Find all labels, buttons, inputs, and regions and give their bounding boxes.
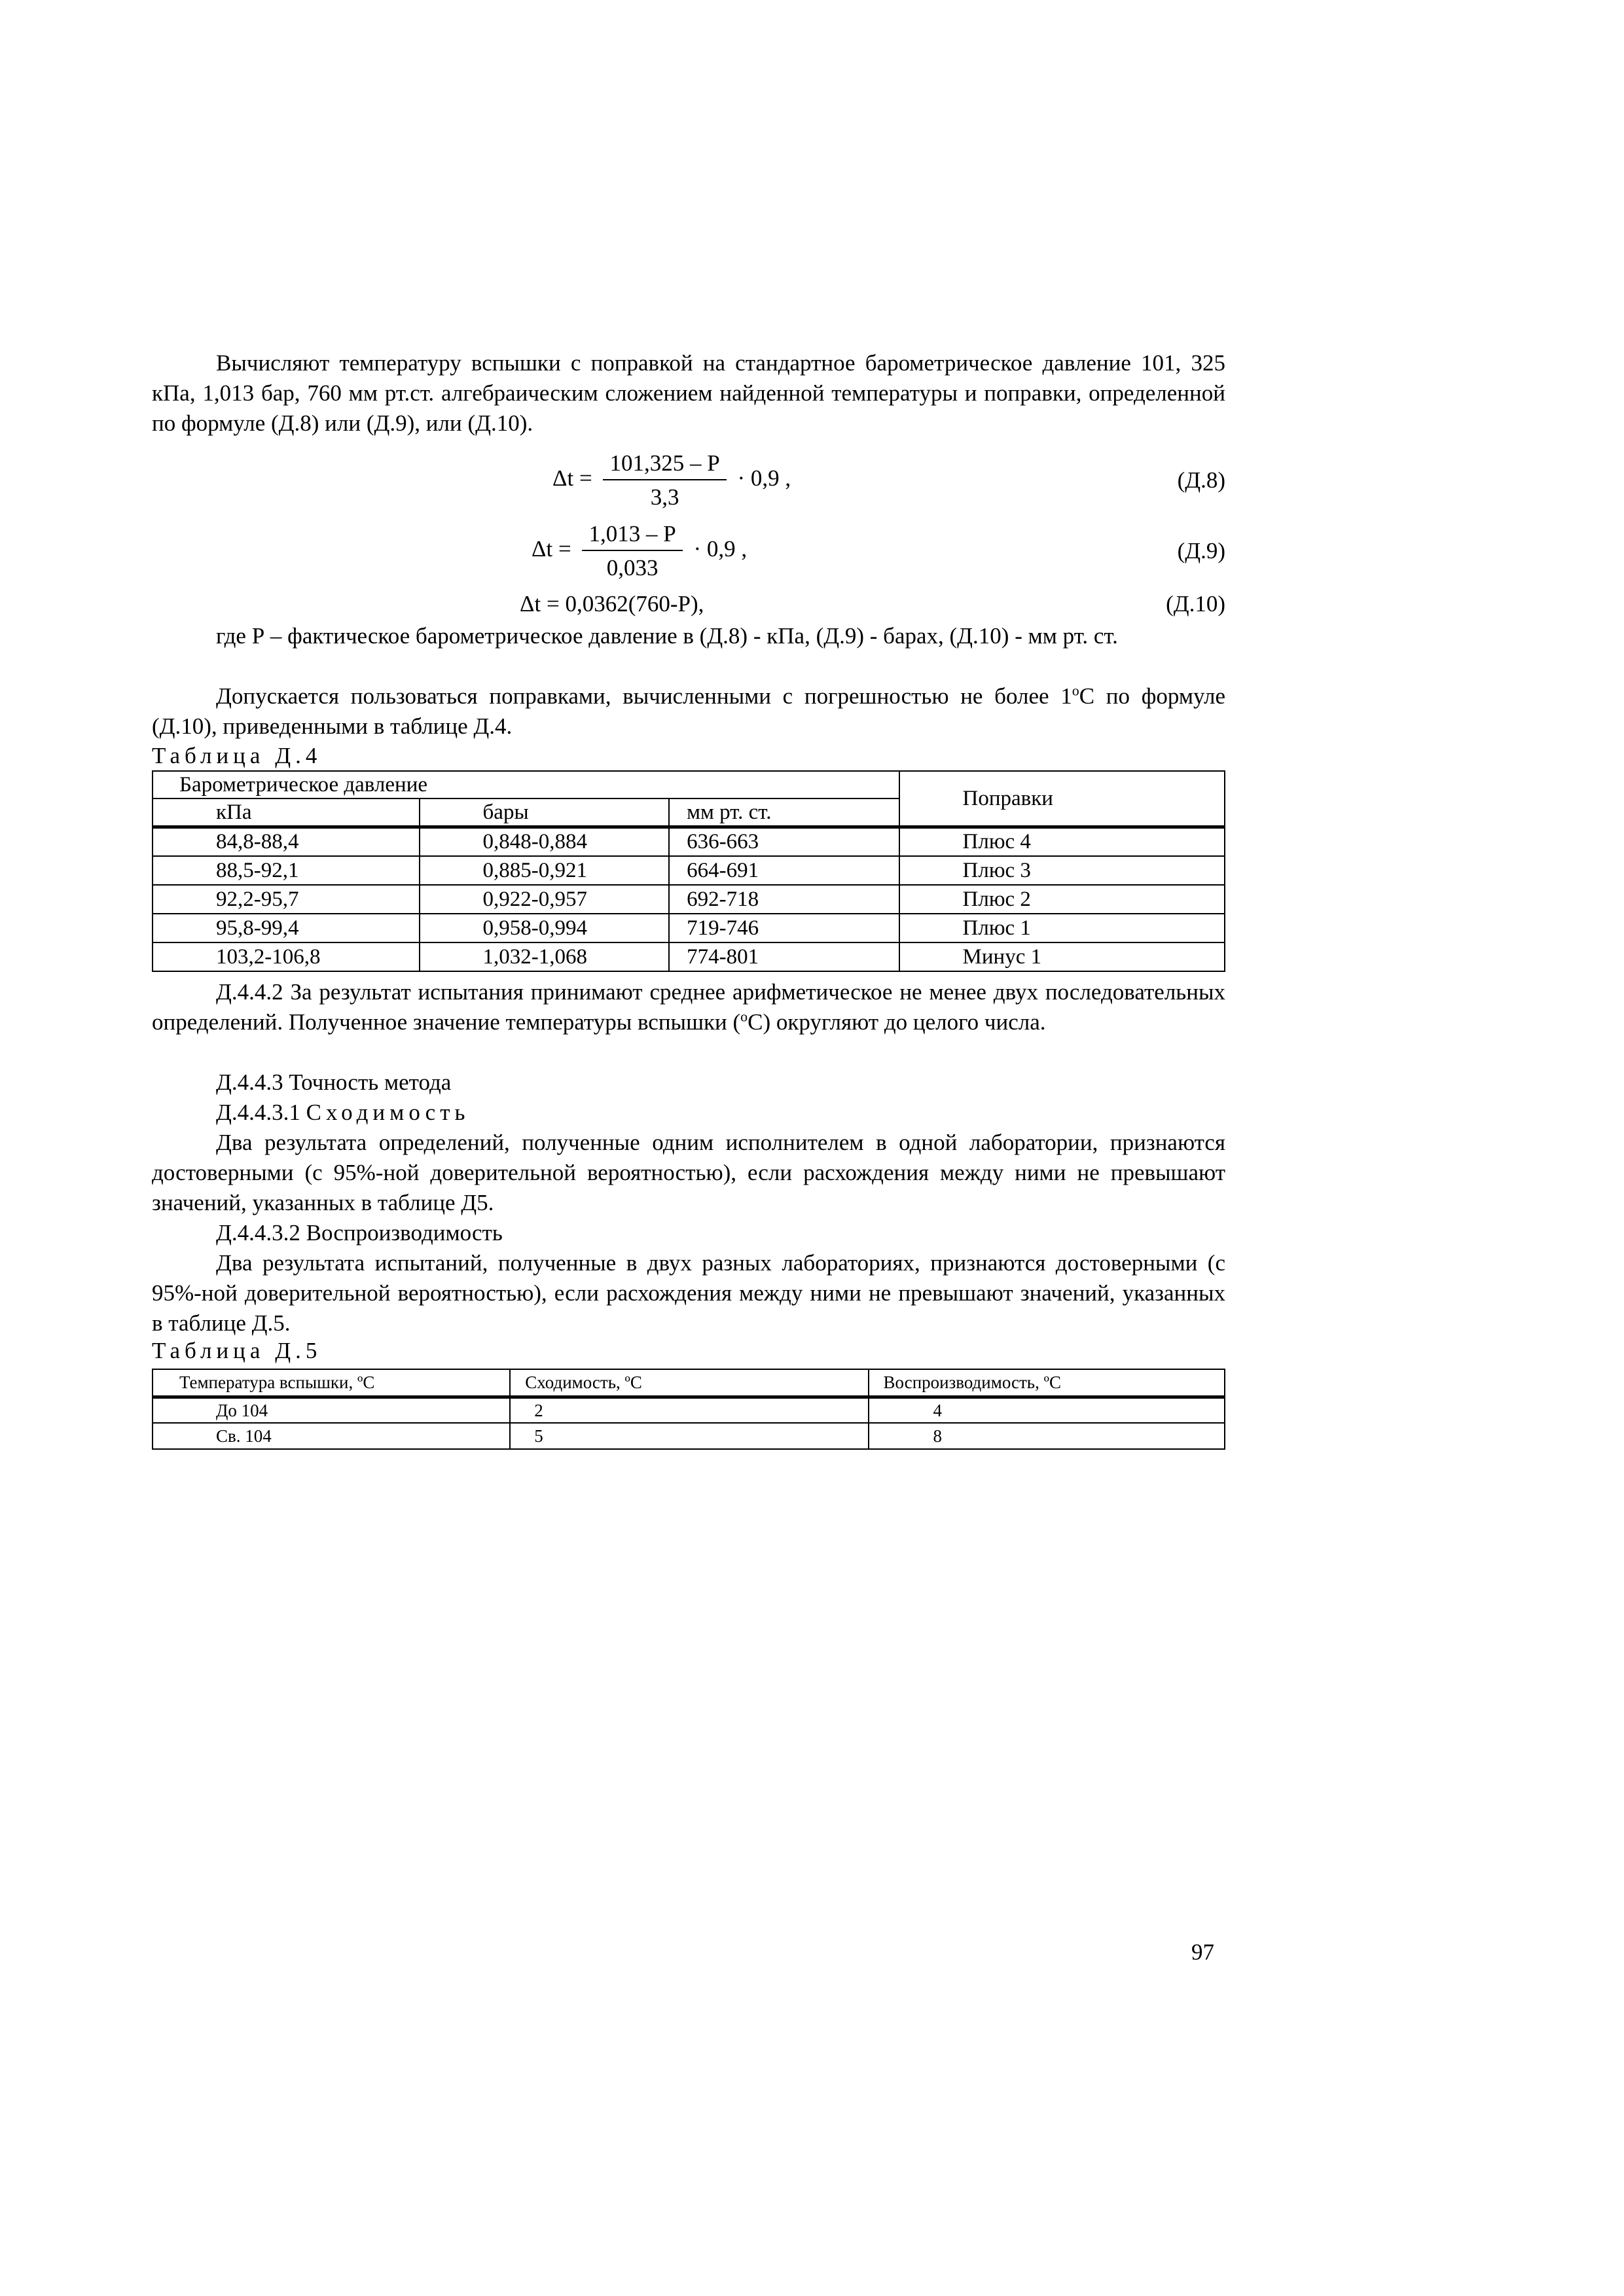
allow-paragraph (152, 681, 1225, 742)
convergence-heading (152, 1098, 1225, 1128)
table-cell: 1,032-1,068 (420, 942, 670, 971)
accuracy-heading-wrap (152, 1067, 1225, 1098)
table4-caption: Таблица Д.4 (152, 743, 322, 768)
formula-d8-denominator: 3,3 (650, 484, 679, 510)
table4-group-header: Барометрическое давление (153, 771, 899, 798)
table-cell: Плюс 4 (899, 827, 1225, 856)
table5-header-conv: Сходимость, ºС (510, 1369, 868, 1397)
convergence-text: Два результата определений, полученные одним исполнителем в одной лаборатории, признаются достоверными (с 95%-ной доверительной вероятностью), если расхождения между ними не превышают значений, указанных в таблице Д5. (152, 1130, 1225, 1215)
table-cell: Св. 104 (153, 1423, 510, 1449)
result-text-a: Д.4.4.2 За результат испытания принимают среднее арифметическое не менее двух последовательных определений. Полученное значение температуры вспышки ( (152, 979, 1225, 1035)
table-cell: 692-718 (669, 885, 899, 914)
table4-header-bar: бары (420, 798, 670, 827)
table-row (153, 1423, 1225, 1449)
table4-header-kpa: кПа (153, 798, 420, 827)
table-cell: До 104 (153, 1397, 510, 1423)
allow-text-b: С по формуле (Д.10), приведенными в таблице Д.4. (152, 683, 1225, 739)
convergence-paragraph (152, 1128, 1225, 1218)
degree-sup: о (1072, 682, 1079, 699)
formula-d8-lhs: Δt = (552, 465, 592, 492)
table-cell: 4 (869, 1397, 1225, 1423)
table-cell: 719-746 (669, 914, 899, 942)
table-cell: 2 (510, 1397, 868, 1423)
table-cell: Плюс 3 (899, 856, 1225, 885)
table-row (153, 827, 1225, 856)
formula-d8-fraction (603, 450, 726, 511)
formula-d10-body: Δt = 0,0362(760-P), (520, 591, 704, 617)
table-cell: 88,5-92,1 (153, 856, 420, 885)
result-text-b: С) округляют до целого числа. (748, 1009, 1046, 1035)
table-row (153, 856, 1225, 885)
where-paragraph (152, 621, 1225, 651)
table-cell: 95,8-99,4 (153, 914, 420, 942)
table-cell: 5 (510, 1423, 868, 1449)
table-cell: 0,885-0,921 (420, 856, 670, 885)
intro-paragraph (152, 348, 1225, 439)
table-cell: Минус 1 (899, 942, 1225, 971)
table-cell: 8 (869, 1423, 1225, 1449)
result-text (152, 977, 1225, 1037)
table5-header-temp: Температура вспышки, ºС (153, 1369, 510, 1397)
table-row (153, 914, 1225, 942)
convergence-heading-num: Д.4.4.3.1 (216, 1100, 300, 1125)
repro-heading-wrap (152, 1218, 1225, 1248)
formula-d9-label: (Д.9) (1177, 538, 1225, 564)
allow-text (152, 681, 1225, 742)
allow-text-a: Допускается пользоваться поправками, вычисленными с погрешностью не более 1 (216, 683, 1072, 709)
formula-d9-numerator: 1,013 – P (582, 521, 682, 551)
formula-d10 (152, 591, 1225, 620)
formula-d9-fraction (582, 521, 682, 581)
table4-group-row (153, 771, 1225, 798)
formula-d8-rhs: · 0,9 , (737, 465, 791, 492)
table-cell: 0,958-0,994 (420, 914, 670, 942)
table4-header-mmhg: мм рт. ст. (669, 798, 899, 827)
repro-paragraph (152, 1248, 1225, 1338)
table-row (153, 885, 1225, 914)
formula-d8-label: (Д.8) (1177, 467, 1225, 493)
table-cell: 92,2-95,7 (153, 885, 420, 914)
table-cell: 84,8-88,4 (153, 827, 420, 856)
table-d5 (152, 1369, 1225, 1450)
table-cell: 664-691 (669, 856, 899, 885)
degree-sup: о (740, 1008, 748, 1025)
intro-text: Вычисляют температуру вспышки с поправкой на стандартное барометрическое давление 101, 325 кПа, 1,013 бар, 760 мм рт.ст. алгебраическим сложением найденной температуры и поправки, определенной по формуле (Д.8) или (Д.9), или (Д.10). (152, 350, 1225, 436)
table-cell: 0,848-0,884 (420, 827, 670, 856)
formula-d8 (152, 450, 1225, 516)
formula-d8-body (552, 450, 791, 511)
formula-d10-label: (Д.10) (1166, 591, 1225, 617)
formula-d9-body (532, 521, 747, 581)
table5-header-repro: Воспроизводимость, ºС (869, 1369, 1225, 1397)
table-d4 (152, 770, 1225, 972)
table-cell: Плюс 1 (899, 914, 1225, 942)
table-cell: 774-801 (669, 942, 899, 971)
formula-d9-lhs: Δt = (532, 536, 571, 562)
repro-text: Два результата испытаний, полученные в двух разных лабораториях, признаются достоверными (с 95%-ной доверительной вероятностью), если расхождения между ними не превышают значений, указанных в таблице Д.5. (152, 1250, 1225, 1336)
page-number: 97 (1191, 1939, 1214, 1965)
table4-header-corrections: Поправки (899, 771, 1225, 827)
table-cell: 636-663 (669, 827, 899, 856)
table-cell: 0,922-0,957 (420, 885, 670, 914)
result-paragraph (152, 977, 1225, 1037)
formula-d8-numerator: 101,325 – P (603, 450, 726, 480)
convergence-heading-word: Сходимость (306, 1100, 470, 1125)
table-cell: 103,2-106,8 (153, 942, 420, 971)
convergence-heading-wrap (152, 1098, 1225, 1128)
formula-d9-rhs: · 0,9 , (693, 536, 748, 562)
table5-header-row (153, 1369, 1225, 1397)
table-row (153, 1397, 1225, 1423)
repro-heading: Д.4.4.3.2 Воспроизводимость (216, 1220, 503, 1246)
table5-caption: Таблица Д.5 (152, 1338, 322, 1363)
formula-d9-denominator: 0,033 (606, 555, 659, 581)
table-row (153, 942, 1225, 971)
formula-d9 (152, 521, 1225, 586)
where-text: где Р – фактическое барометрическое давление в (Д.8) - кПа, (Д.9) - барах, (Д.10) - мм рт. ст. (216, 623, 1118, 649)
accuracy-heading: Д.4.4.3 Точность метода (216, 1069, 452, 1095)
table-cell: Плюс 2 (899, 885, 1225, 914)
